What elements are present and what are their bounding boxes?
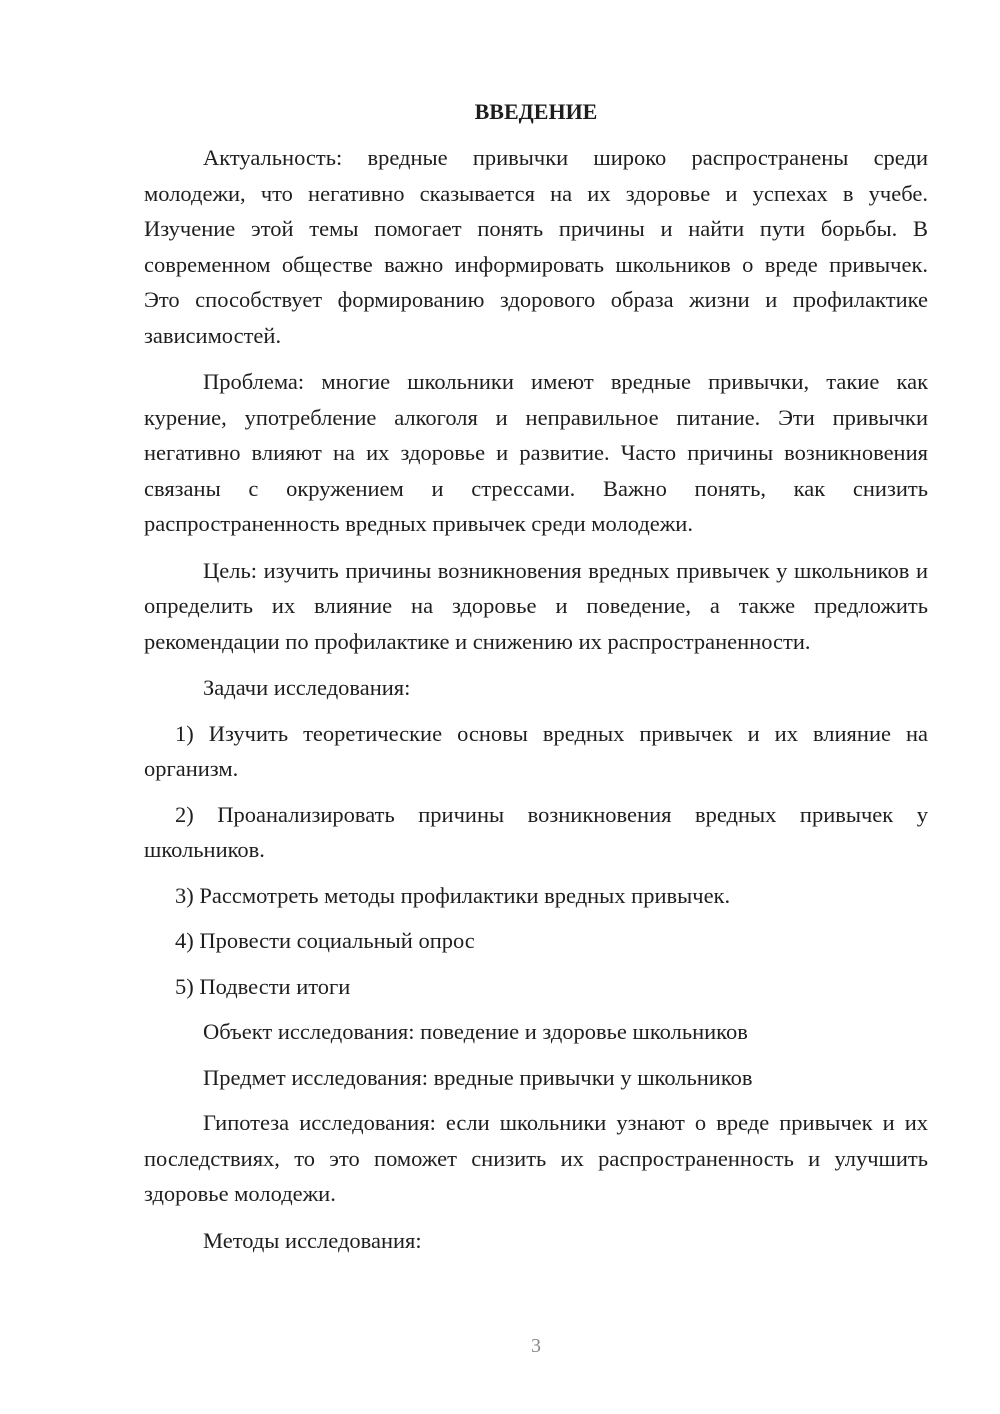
task-item-4: 4) Провести социальный опрос	[175, 928, 475, 953]
hypothesis-paragraph: Гипотеза исследования: если школьники узнают о вреде привычек и их последствиях, то это поможет снизить их распространенность и улучшить здоровье молодежи.	[144, 1110, 928, 1206]
section-title: ВВЕДЕНИЕ	[474, 99, 598, 124]
problem-paragraph: Проблема: многие школьники имеют вредные привычки, такие как курение, употребление алкоголя и неправильное питание. Эти привычки негативно влияют на их здоровье и развитие. Часто причины возникновения связаны с окружением и стрессами. Важно понять, как снизить распространенность вредных привычек среди молодежи.	[144, 369, 928, 536]
relevance-paragraph: Актуальность: вредные привычки широко распространены среди молодежи, что негативно сказывается на их здоровье и успехах в учебе. Изучение этой темы помогает понять причины и найти пути борьбы. В современном обществе важно информировать школьников о вреде привычек. Это способствует формированию здорового образа жизни и профилактике зависимостей.	[144, 145, 928, 348]
tasks-heading: Задачи исследования:	[203, 675, 411, 700]
task-item-3: 3) Рассмотреть методы профилактики вредных привычек.	[175, 882, 731, 908]
object-paragraph: Объект исследования: поведение и здоровье школьников	[203, 1019, 748, 1044]
task-item-5: 5) Подвести итоги	[175, 973, 351, 999]
goal-paragraph: Цель: изучить причины возникновения вредных привычек у школьников и определить их влияние на здоровье и поведение, а также предложить рекомендации по профилактике и снижению их распространенности.	[144, 557, 928, 654]
task-item-2: 2) Проанализировать причины возникновения вредных привычек у школьников.	[144, 801, 928, 862]
task-item-1: 1) Изучить теоретические основы вредных привычек и их влияние на организм.	[144, 720, 928, 781]
methods-heading: Методы исследования:	[203, 1227, 422, 1253]
subject-paragraph: Предмет исследования: вредные привычки у школьников	[203, 1064, 753, 1090]
page-number: 3	[531, 1335, 541, 1357]
page-body	[144, 94, 928, 1268]
